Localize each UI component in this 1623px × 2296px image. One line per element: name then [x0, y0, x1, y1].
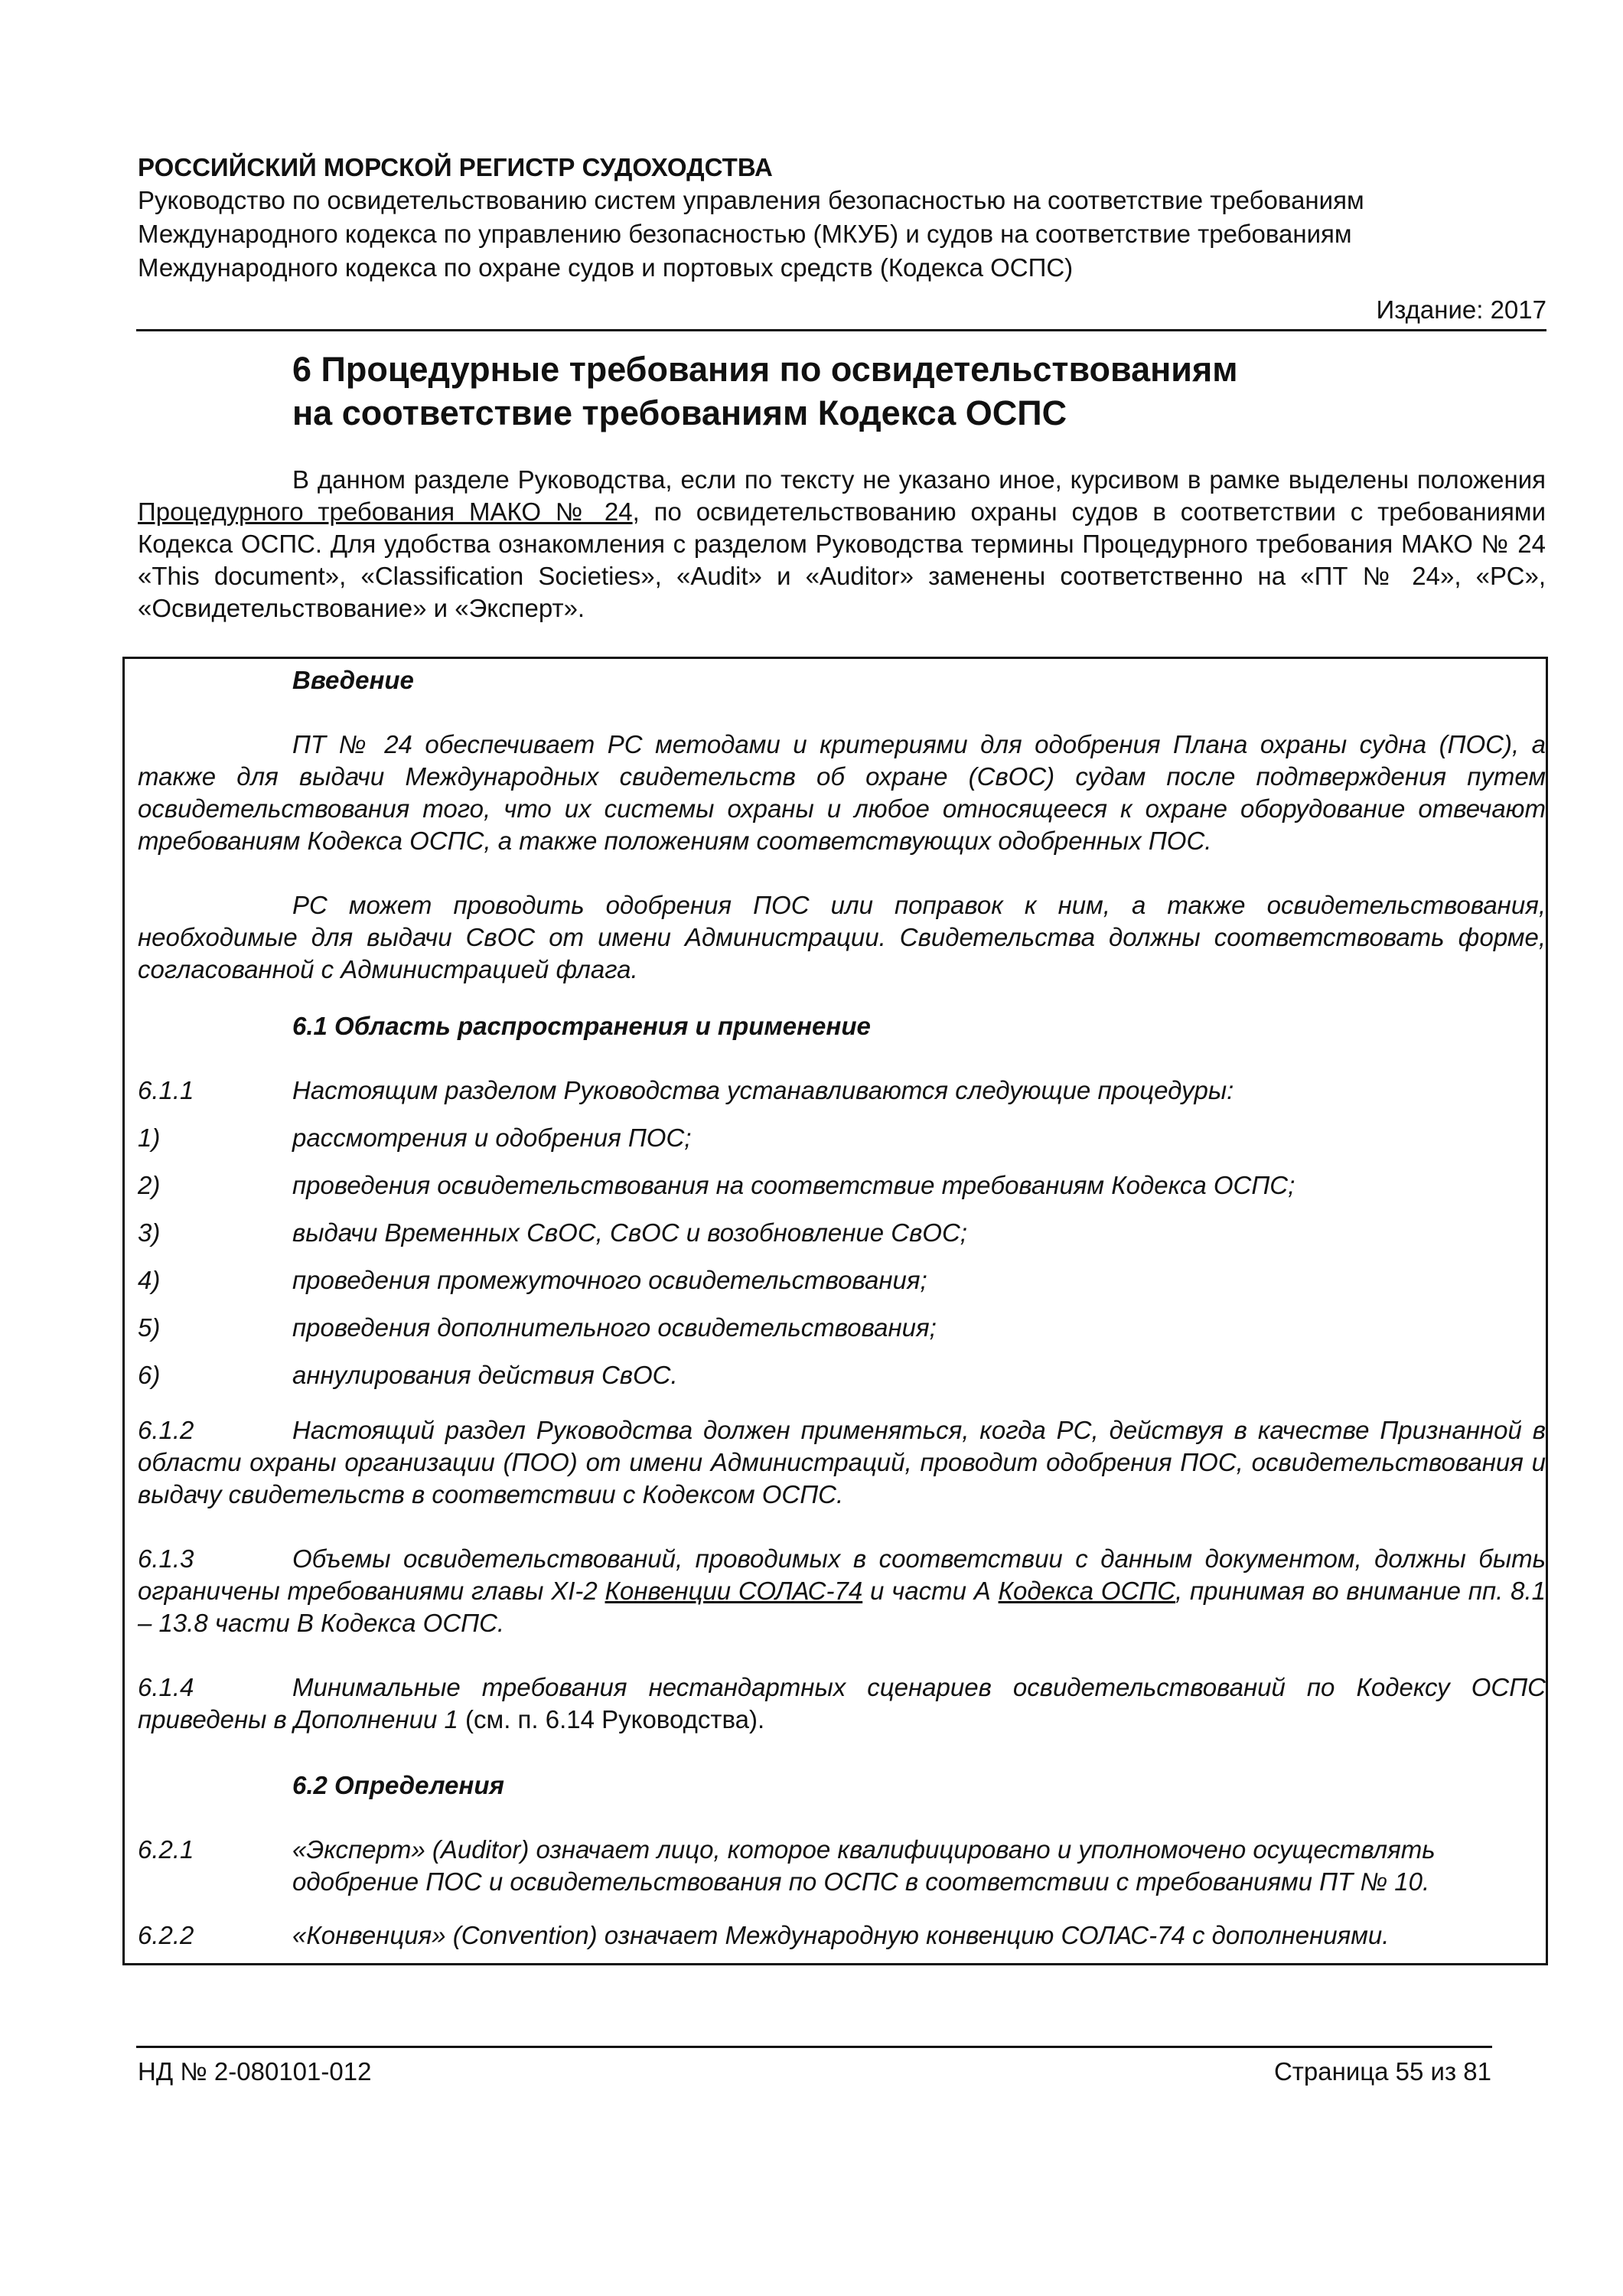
intro-paragraph-2: РС может проводить одобрения ПОС или поправок к ним, а также освидетельствования, необходимые для выдачи СвОС от имени Администрации. Свидетельства должны соответствовать форме, согласованной с Администрацией флага.: [138, 891, 1546, 983]
document-header: [138, 152, 1546, 285]
chapter-title-line: 6 Процедурные требования по освидетельствованиям: [292, 350, 1238, 389]
clause-text: 6.1.3 Объемы освидетельствований, проводимых в соответствии с данным документом, должны быть ограничены требованиями главы XI-2 Конвенции СОЛАС-74 и части А Кодекса ОСПС, принимая во внимание пп. 8.1 – 13.8 части В Кодекса ОСПС.: [138, 1544, 1546, 1637]
list-item: 1) рассмотрения и одобрения ПОС;: [138, 1124, 692, 1152]
header-divider: [136, 329, 1546, 331]
clause-text: 6.1.2 Настоящий раздел Руководства должен применяться, когда РС, действуя в качестве Признанной в области охраны организации (ПОО) от имени Администраций, проводит одобрения ПОС, освидетельствования и выдачу свидетельств в соответствии с Кодексом ОСПС.: [138, 1416, 1546, 1508]
list-item: 3) выдачи Временных СвОС, СвОС и возобновление СвОС;: [138, 1218, 967, 1247]
clause-6-1-2: [138, 1414, 1546, 1511]
clause-text: «Эксперт» (Auditor) означает лицо, которое квалифицировано и уполномочено осуществлять одобрение ПОС и освидетельствования по ОСПС в соответствии с требованиями ПТ № 10.: [292, 1835, 1436, 1896]
clause-number: 6.2.1: [138, 1835, 194, 1864]
clause-6-1-4: [138, 1671, 1546, 1736]
section-heading-6-2: 6.2 Определения: [292, 1771, 504, 1799]
organization-name: РОССИЙСКИЙ МОРСКОЙ РЕГИСТР СУДОХОДСТВА: [138, 153, 773, 181]
intro-paragraph: В данном разделе Руководства, если по тексту не указано иное, курсивом в рамке выделены положения Процедурного требования МАКО № 24, по освидетельствованию охраны судов в соответствии с требованиями Кодекса ОСПС. Для удобства ознакомления с разделом Руководства термины Процедурного требования МАКО № 24 «This document», «Classification Societies», «Audit» и «Auditor» заменены соответственно на «ПТ № 24», «РС», «Освидетельствование» и «Эксперт».: [138, 465, 1546, 622]
clause-number: 6.1.1: [138, 1076, 194, 1104]
list-item: 6) аннулирования действия СвОС.: [138, 1361, 678, 1389]
clause-6-1-3: [138, 1543, 1546, 1639]
procedural-requirement-link[interactable]: Процедурного требования МАКО № 24: [138, 497, 633, 526]
clause-text: 6.1.4 Минимальные требования нестандартных сценариев освидетельствований по Кодексу ОСПС приведены в Дополнении 1 (см. п. 6.14 Руководства).: [138, 1673, 1546, 1733]
section-heading-6-1: 6.1 Область распространения и применение: [292, 1012, 871, 1040]
guide-title-line: Международного кодекса по управлению безопасностью (МКУБ) и судов на соответствие требованиям: [138, 220, 1352, 248]
intro-paragraph-1: ПТ № 24 обеспечивает РС методами и критериями для одобрения Плана охраны судна (ПОС), а также для выдачи Международных свидетельств об охране (СвОС) судам после подтверждения путем освидетельствования того, что их системы охраны и любое относящееся к охране оборудование отвечают требованиям Кодекса ОСПС, а также положениям соответствующих одобренных ПОС.: [138, 730, 1546, 855]
guide-title-line: Руководство по освидетельствованию систем управления безопасностью на соответствие требованиям: [138, 186, 1364, 214]
clause-text: Настоящим разделом Руководства устанавливаются следующие процедуры:: [292, 1076, 1234, 1104]
page-number: Страница 55 из 81: [1273, 2057, 1491, 2086]
list-item: 2) проведения освидетельствования на соответствие требованиям Кодекса ОСПС;: [138, 1171, 1295, 1199]
clause-number: 6.2.2: [138, 1921, 194, 1949]
solas-convention-link[interactable]: Конвенции СОЛАС-74: [605, 1577, 863, 1605]
document-number: НД № 2-080101-012: [138, 2057, 372, 2086]
guide-title-line: Международного кодекса по охране судов и портовых средств (Кодекса ОСПС): [138, 253, 1074, 282]
chapter-title-line: на соответствие требованиям Кодекса ОСПС: [292, 393, 1067, 432]
box-heading-introduction: Введение: [292, 666, 414, 694]
list-item: 4) проведения промежуточного освидетельствования;: [138, 1266, 927, 1294]
list-item: 5) проведения дополнительного освидетельствования;: [138, 1313, 937, 1342]
footer-divider: [136, 2046, 1492, 2048]
clause-text: «Конвенция» (Convention) означает Международную конвенцию СОЛАС-74 с дополнениями.: [292, 1921, 1390, 1949]
edition-label: Издание: 2017: [1376, 295, 1546, 324]
clause-6-2-1: [138, 1834, 1546, 1898]
clause-6-2-2: [138, 1919, 1546, 1952]
isps-code-link[interactable]: Кодекса ОСПС: [998, 1577, 1176, 1605]
clause-6-1-1: [138, 1075, 1546, 1107]
chapter-title: [292, 347, 1517, 435]
